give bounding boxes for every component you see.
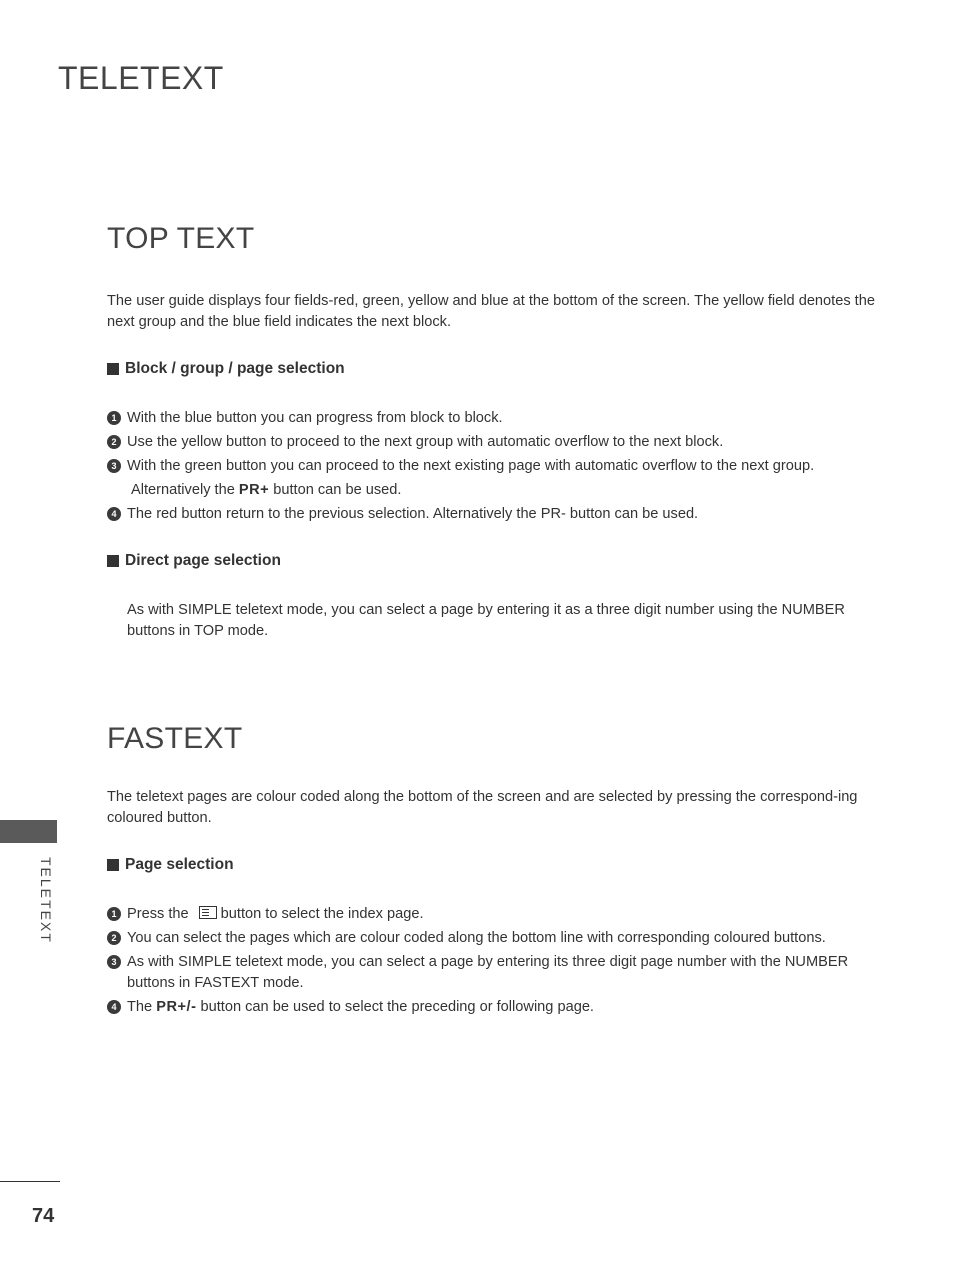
pr-plus-key: PR+ <box>238 482 270 498</box>
side-section-label <box>38 857 58 947</box>
direct-heading-label: Direct page selection <box>125 552 281 569</box>
side-tab-marker <box>0 820 57 843</box>
list-item-text: Use the yellow button to proceed to the next group with automatic overflow to the next block. <box>127 434 724 450</box>
list-item-text: Press the <box>127 906 189 922</box>
fastext-intro: The teletext pages are colour coded along the bottom of the screen and are selected by pressing the correspond-ing coloured button. <box>107 789 858 826</box>
direct-page-heading <box>107 552 281 570</box>
square-bullet-icon <box>107 555 119 567</box>
direct-page-text: As with SIMPLE teletext mode, you can select a page by entering it as a three digit number using the NUMBER buttons in TOP mode. <box>127 602 845 639</box>
list-item <box>107 408 882 429</box>
list-item-text: With the blue button you can progress from block to block. <box>127 410 503 426</box>
number-1-icon: 1 <box>107 411 121 425</box>
list-item-text: As with SIMPLE teletext mode, you can select a page by entering its three digit page number with the NUMBER buttons in FASTEXT mode. <box>127 954 849 991</box>
number-2-icon: 2 <box>107 931 121 945</box>
number-3-icon: 3 <box>107 955 121 969</box>
list-item <box>107 952 882 994</box>
list-item-text-end: button to select the index page. <box>220 906 424 922</box>
list-item <box>107 928 882 949</box>
number-2-icon: 2 <box>107 435 121 449</box>
list-item-text-end: button can be used to select the preceding or following page. <box>200 999 594 1015</box>
number-4-icon: 4 <box>107 1000 121 1014</box>
list-item <box>107 904 882 925</box>
list-item-text: You can select the pages which are colour coded along the bottom line with corresponding coloured buttons. <box>127 930 826 946</box>
list-item-text: The <box>127 999 153 1015</box>
number-4-icon: 4 <box>107 507 121 521</box>
block-heading-label: Block / group / page selection <box>125 360 345 377</box>
list-item <box>107 504 882 525</box>
side-label-text: TELETEXT <box>38 857 54 944</box>
block-group-page-heading <box>107 360 345 378</box>
number-3-icon: 3 <box>107 459 121 473</box>
list-item-text: The red button return to the previous selection. Alternatively the PR- button can be used. <box>127 506 699 522</box>
continuation-text-end: button can be used. <box>269 482 402 498</box>
page-selection-heading <box>107 856 234 874</box>
pr-plus-minus-key: PR+/- <box>156 999 197 1015</box>
page-selection-label: Page selection <box>125 856 234 873</box>
page-title: TELETEXT <box>58 60 224 96</box>
footer-divider <box>0 1181 60 1182</box>
square-bullet-icon <box>107 363 119 375</box>
index-icon <box>199 906 217 919</box>
continuation-text: Alternatively the <box>131 482 239 498</box>
top-text-intro: The user guide displays four fields-red, green, yellow and blue at the bottom of the screen. The yellow field denotes the next group and the blue field indicates the next block. <box>107 293 875 330</box>
section-title-fastext: FASTEXT <box>107 722 243 755</box>
list-item-text: With the green button you can proceed to the next existing page with automatic overflow to the next group. <box>127 458 815 474</box>
list-item <box>107 456 882 477</box>
section-title-top-text: TOP TEXT <box>107 222 255 255</box>
list-item <box>107 432 882 453</box>
list-item-continuation <box>127 480 827 501</box>
square-bullet-icon <box>107 859 119 871</box>
number-1-icon: 1 <box>107 907 121 921</box>
page-number: 74 <box>32 1205 55 1227</box>
list-item <box>107 997 882 1018</box>
